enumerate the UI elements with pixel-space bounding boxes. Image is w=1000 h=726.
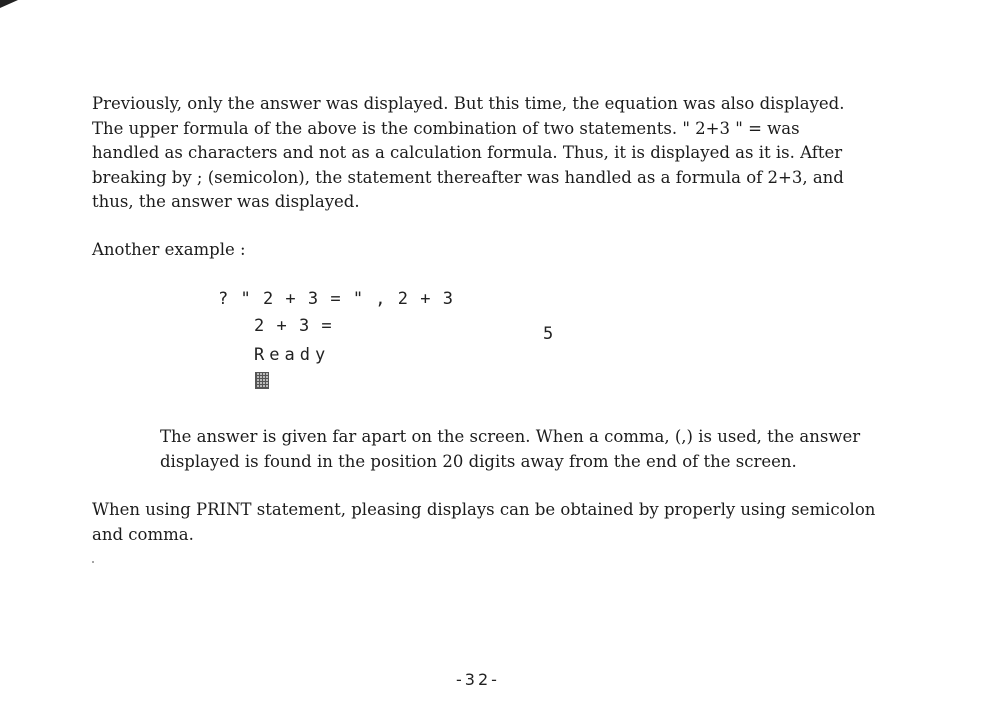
screen-result-value: 5 — [543, 324, 554, 344]
text-line: When using PRINT statement, pleasing displays can be obtained by properly using semicolon — [92, 500, 876, 519]
paragraph-answer-far-apart — [160, 425, 860, 474]
text-line: The upper formula of the above is the combination of two statements. " 2+3 " = was — [92, 118, 800, 138]
page-number: -32- — [456, 670, 500, 689]
paragraph-previously — [92, 92, 844, 215]
scan-speck — [92, 561, 94, 563]
text-line: Previously, only the answer was displayed. But this time, the equation was also displayed. — [92, 94, 845, 113]
screen-ready-prompt: Ready — [254, 345, 331, 365]
text-line: The answer is given far apart on the screen. When a comma, (,) is used, the answer — [160, 427, 861, 446]
text-line: breaking by ; (semicolon), the statement thereafter was handled as a formula of 2+3, and — [92, 167, 844, 187]
scan-corner-mark — [0, 0, 18, 8]
paragraph-another-example — [92, 238, 246, 263]
text-line: thus, the answer was displayed. — [92, 192, 360, 211]
text-line: and comma. — [92, 524, 194, 544]
screen-command-line: ? " 2 + 3 = " , 2 + 3 — [218, 289, 454, 309]
cursor-block-icon — [255, 372, 269, 389]
text-line: displayed is found in the position 20 digits away from the end of the screen. — [160, 451, 797, 471]
text-line: handled as characters and not as a calculation formula. Thus, it is displayed as it is. After — [92, 143, 843, 162]
screen-expression-line: 2 + 3 = — [254, 316, 333, 336]
text-line: Another example : — [92, 240, 246, 259]
paragraph-print-statement — [92, 498, 875, 547]
